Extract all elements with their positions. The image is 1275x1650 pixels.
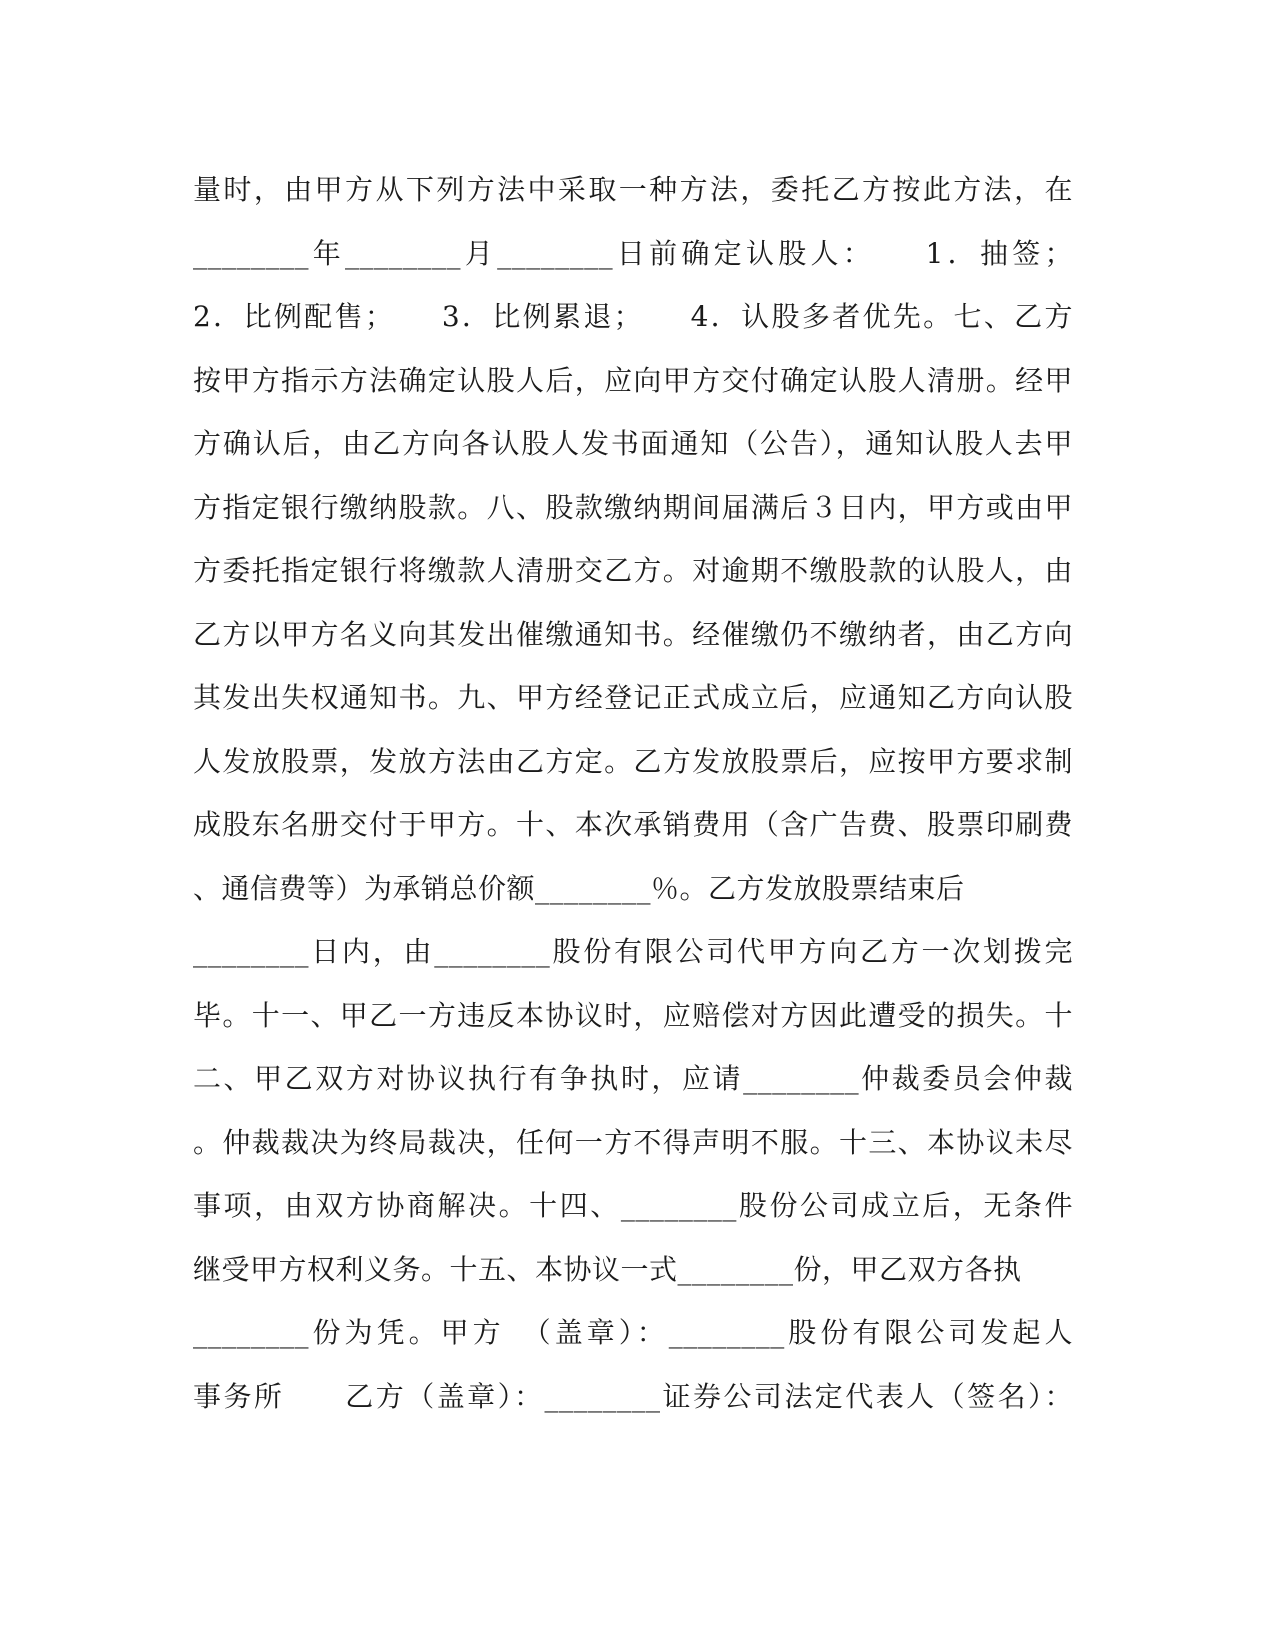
text-line: 继受甲方权利义务。十五、本协议一式________份，甲乙双方各执 — [193, 1252, 1022, 1286]
text-line: 人发放股票，发放方法由乙方定。乙方发放股票后，应按甲方要求制 — [193, 744, 1073, 778]
text-line: 事务所 乙方（盖章）：________证券公司法定代表人（签名）： — [193, 1379, 1073, 1413]
text-line: 毕。十一、甲乙一方违反本协议时，应赔偿对方因此遭受的损失。十 — [193, 998, 1073, 1032]
text-line: 2．比例配售； 3．比例累退； 4．认股多者优先。七、乙方 — [193, 300, 1073, 333]
text-line: ________份为凭。甲方 （盖章）：________股份有限公司发起人 — [193, 1316, 1073, 1349]
text-line: 成股东名册交付于甲方。十、本次承销费用（含广告费、股票印刷费 — [193, 808, 1073, 841]
text-line: 方确认后，由乙方向各认股人发书面通知（公告），通知认股人去甲 — [193, 427, 1073, 460]
text-line: 方委托指定银行将缴款人清册交乙方。对逾期不缴股款的认股人，由 — [193, 554, 1073, 587]
text-line: 按甲方指示方法确定认股人后，应向甲方交付确定认股人清册。经甲 — [193, 363, 1073, 397]
contract-body-text — [193, 158, 1073, 1428]
text-line: 乙方以甲方名义向其发出催缴通知书。经催缴仍不缴纳者，由乙方向 — [193, 617, 1073, 651]
text-line: ________年________月________日前确定认股人： 1．抽签； — [193, 236, 1073, 270]
text-line: 方指定银行缴纳股款。八、股款缴纳期间届满后３日内，甲方或由甲 — [193, 490, 1073, 524]
text-line: 。仲裁裁决为终局裁决，任何一方不得声明不服。十三、本协议未尽 — [193, 1125, 1073, 1159]
text-line: 其发出失权通知书。九、甲方经登记正式成立后，应通知乙方向认股 — [193, 681, 1073, 714]
text-line: 量时，由甲方从下列方法中采取一种方法，委托乙方按此方法，在 — [193, 173, 1073, 206]
text-line: 事项，由双方协商解决。十四、________股份公司成立后，无条件 — [193, 1189, 1073, 1222]
text-line: ________日内，由________股份有限公司代甲方向乙方一次划拨完 — [193, 935, 1073, 968]
text-line: 、通信费等）为承销总价额________％。乙方发放股票结束后 — [193, 871, 965, 905]
text-line: 二、甲乙双方对协议执行有争执时，应请________仲裁委员会仲裁 — [193, 1062, 1073, 1095]
